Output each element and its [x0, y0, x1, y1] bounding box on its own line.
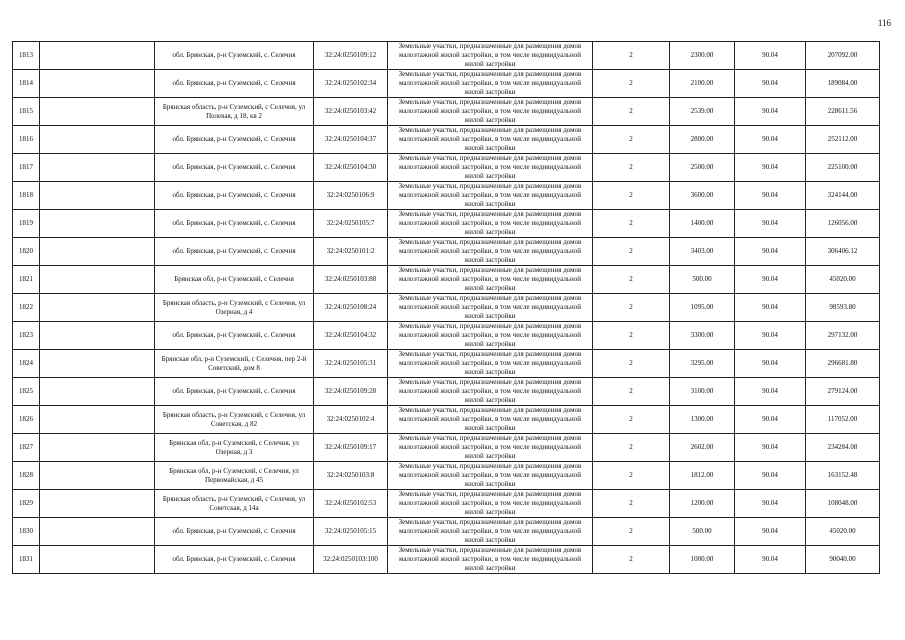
spacer-cell: [40, 462, 155, 490]
land-use-cell: Земельные участки, предназначенные для размещения домов малоэтажной жилой застройки, в том числе индивидуальной жилой застройки: [388, 406, 593, 434]
area-cell: 3295.00: [670, 350, 735, 378]
cadastral-value-cell: 98593.80: [806, 294, 880, 322]
group-cell: 2: [593, 182, 670, 210]
address-cell: обл. Брянская, р-н Суземский, с. Селечня: [155, 42, 314, 70]
row-number-cell: 1818: [13, 182, 40, 210]
land-use-cell: Земельные участки, предназначенные для размещения домов малоэтажной жилой застройки, в том числе индивидуальной жилой застройки: [388, 294, 593, 322]
area-cell: 2539.00: [670, 98, 735, 126]
group-cell: 2: [593, 210, 670, 238]
cadastral-value-cell: 207092.00: [806, 42, 880, 70]
spacer-cell: [40, 70, 155, 98]
area-cell: 500.00: [670, 518, 735, 546]
rate-cell: 90.04: [735, 154, 806, 182]
area-cell: 3100.00: [670, 378, 735, 406]
cadastral-number-cell: 32:24:0250101:2: [314, 238, 388, 266]
row-number-cell: 1827: [13, 434, 40, 462]
land-use-cell: Земельные участки, предназначенные для размещения домов малоэтажной жилой застройки, в том числе индивидуальной жилой застройки: [388, 462, 593, 490]
land-use-cell: Земельные участки, предназначенные для размещения домов малоэтажной жилой застройки, в том числе индивидуальной жилой застройки: [388, 210, 593, 238]
group-cell: 2: [593, 266, 670, 294]
row-number-cell: 1826: [13, 406, 40, 434]
cadastral-number-cell: 32:24:0250105:7: [314, 210, 388, 238]
rate-cell: 90.04: [735, 406, 806, 434]
row-number-cell: 1817: [13, 154, 40, 182]
address-cell: обл. Брянская, р-н Суземский, с. Селечня: [155, 238, 314, 266]
row-number-cell: 1830: [13, 518, 40, 546]
row-number-cell: 1828: [13, 462, 40, 490]
group-cell: 2: [593, 546, 670, 574]
group-cell: 2: [593, 350, 670, 378]
land-use-cell: Земельные участки, предназначенные для размещения домов малоэтажной жилой застройки, в том числе индивидуальной жилой застройки: [388, 126, 593, 154]
table-row: [13, 154, 880, 182]
cadastral-value-cell: 189084.00: [806, 70, 880, 98]
area-cell: 2300.00: [670, 42, 735, 70]
table-row: [13, 70, 880, 98]
table-row: [13, 210, 880, 238]
land-use-cell: Земельные участки, предназначенные для размещения домов малоэтажной жилой застройки, в том числе индивидуальной жилой застройки: [388, 350, 593, 378]
table-row: [13, 434, 880, 462]
cadastral-value-cell: 45020.00: [806, 266, 880, 294]
cadastral-number-cell: 32:24:0250104:37: [314, 126, 388, 154]
rate-cell: 90.04: [735, 70, 806, 98]
cadastral-number-cell: 32:24:0250103:88: [314, 266, 388, 294]
cadastral-value-cell: 45020.00: [806, 518, 880, 546]
spacer-cell: [40, 126, 155, 154]
rate-cell: 90.04: [735, 266, 806, 294]
rate-cell: 90.04: [735, 350, 806, 378]
group-cell: 2: [593, 378, 670, 406]
area-cell: 2500.00: [670, 154, 735, 182]
cadastral-value-cell: 117052.00: [806, 406, 880, 434]
area-cell: 1300.00: [670, 406, 735, 434]
area-cell: 2100.00: [670, 70, 735, 98]
group-cell: 2: [593, 518, 670, 546]
group-cell: 2: [593, 98, 670, 126]
rate-cell: 90.04: [735, 462, 806, 490]
land-use-cell: Земельные участки, предназначенные для размещения домов малоэтажной жилой застройки, в том числе индивидуальной жилой застройки: [388, 70, 593, 98]
land-use-cell: Земельные участки, предназначенные для размещения домов малоэтажной жилой застройки, в том числе индивидуальной жилой застройки: [388, 266, 593, 294]
land-use-cell: Земельные участки, предназначенные для размещения домов малоэтажной жилой застройки, в том числе индивидуальной жилой застройки: [388, 154, 593, 182]
land-use-cell: Земельные участки, предназначенные для размещения домов малоэтажной жилой застройки, в том числе индивидуальной жилой застройки: [388, 434, 593, 462]
row-number-cell: 1823: [13, 322, 40, 350]
table-row: [13, 546, 880, 574]
row-number-cell: 1814: [13, 70, 40, 98]
land-use-cell: Земельные участки, предназначенные для размещения домов малоэтажной жилой застройки, в том числе индивидуальной жилой застройки: [388, 98, 593, 126]
address-cell: Брянская область, р-н Суземский, с Селечня, ул Полевая, д 18, кв 2: [155, 98, 314, 126]
spacer-cell: [40, 266, 155, 294]
cadastral-number-cell: 32:24:0250103:42: [314, 98, 388, 126]
address-cell: Брянская обл, р-н Суземский, с Селечня, ул Первомайская, д 45: [155, 462, 314, 490]
row-number-cell: 1829: [13, 490, 40, 518]
spacer-cell: [40, 378, 155, 406]
address-cell: обл. Брянская, р-н Суземский, с. Селечня: [155, 210, 314, 238]
area-cell: 3403.00: [670, 238, 735, 266]
row-number-cell: 1821: [13, 266, 40, 294]
cadastral-number-cell: 32:24:0250102:53: [314, 490, 388, 518]
cadastral-value-cell: 252112.00: [806, 126, 880, 154]
rate-cell: 90.04: [735, 378, 806, 406]
rate-cell: 90.04: [735, 546, 806, 574]
rate-cell: 90.04: [735, 98, 806, 126]
row-number-cell: 1824: [13, 350, 40, 378]
row-number-cell: 1820: [13, 238, 40, 266]
cadastral-number-cell: 32:24:0250108:24: [314, 294, 388, 322]
rate-cell: 90.04: [735, 322, 806, 350]
cadastral-number-cell: 32:24:0250109:17: [314, 434, 388, 462]
row-number-cell: 1825: [13, 378, 40, 406]
cadastral-value-cell: 228611.56: [806, 98, 880, 126]
table-row: [13, 42, 880, 70]
cadastral-value-cell: 225100.00: [806, 154, 880, 182]
rate-cell: 90.04: [735, 42, 806, 70]
table-row: [13, 462, 880, 490]
cadastral-value-cell: 296681.80: [806, 350, 880, 378]
cadastral-number-cell: 32:24:0250103:100: [314, 546, 388, 574]
group-cell: 2: [593, 42, 670, 70]
address-cell: обл. Брянская, р-н Суземский, с. Селечня: [155, 126, 314, 154]
address-cell: Брянская обл, р-н Суземский, с Селечня, пер 2-й Советский, дом 8: [155, 350, 314, 378]
rate-cell: 90.04: [735, 210, 806, 238]
table-row: [13, 182, 880, 210]
table-row: [13, 266, 880, 294]
land-use-cell: Земельные участки, предназначенные для размещения домов малоэтажной жилой застройки, в том числе индивидуальной жилой застройки: [388, 322, 593, 350]
land-use-cell: Земельные участки, предназначенные для размещения домов малоэтажной жилой застройки, в том числе индивидуальной жилой застройки: [388, 238, 593, 266]
cadastral-value-cell: 163152.48: [806, 462, 880, 490]
land-use-cell: Земельные участки, предназначенные для размещения домов малоэтажной жилой застройки, в том числе индивидуальной жилой застройки: [388, 490, 593, 518]
row-number-cell: 1822: [13, 294, 40, 322]
group-cell: 2: [593, 70, 670, 98]
spacer-cell: [40, 210, 155, 238]
spacer-cell: [40, 98, 155, 126]
rate-cell: 90.04: [735, 238, 806, 266]
cadastral-number-cell: 32:24:0250104:30: [314, 154, 388, 182]
rate-cell: 90.04: [735, 182, 806, 210]
table-row: [13, 126, 880, 154]
address-cell: обл. Брянская, р-н Суземский, с. Селечня: [155, 182, 314, 210]
land-use-cell: Земельные участки, предназначенные для размещения домов малоэтажной жилой застройки, в том числе индивидуальной жилой застройки: [388, 518, 593, 546]
spacer-cell: [40, 154, 155, 182]
group-cell: 2: [593, 490, 670, 518]
cadastral-value-cell: 126056.00: [806, 210, 880, 238]
area-cell: 1400.00: [670, 210, 735, 238]
table-row: [13, 490, 880, 518]
group-cell: 2: [593, 238, 670, 266]
land-use-cell: Земельные участки, предназначенные для размещения домов малоэтажной жилой застройки, в том числе индивидуальной жилой застройки: [388, 42, 593, 70]
row-number-cell: 1816: [13, 126, 40, 154]
group-cell: 2: [593, 294, 670, 322]
table-row: [13, 350, 880, 378]
cadastral-value-cell: 90040.00: [806, 546, 880, 574]
rate-cell: 90.04: [735, 490, 806, 518]
spacer-cell: [40, 238, 155, 266]
area-cell: 1812.00: [670, 462, 735, 490]
spacer-cell: [40, 322, 155, 350]
group-cell: 2: [593, 462, 670, 490]
rate-cell: 90.04: [735, 294, 806, 322]
group-cell: 2: [593, 126, 670, 154]
area-cell: 3300.00: [670, 322, 735, 350]
address-cell: обл. Брянская, р-н Суземский, с. Селечня: [155, 378, 314, 406]
area-cell: 2800.00: [670, 126, 735, 154]
spacer-cell: [40, 434, 155, 462]
table-body: [13, 42, 880, 574]
area-cell: 2602.00: [670, 434, 735, 462]
address-cell: Брянская область, р-н Суземский, с Селечня, ул Советская, д 14а: [155, 490, 314, 518]
address-cell: обл. Брянская, р-н Суземский, с. Селечня: [155, 322, 314, 350]
area-cell: 1000.00: [670, 546, 735, 574]
spacer-cell: [40, 406, 155, 434]
cadastral-number-cell: 32:24:0250105:31: [314, 350, 388, 378]
group-cell: 2: [593, 434, 670, 462]
cadastral-value-cell: 324144.00: [806, 182, 880, 210]
area-cell: 3600.00: [670, 182, 735, 210]
area-cell: 1095.00: [670, 294, 735, 322]
address-cell: обл. Брянская, р-н Суземский, с. Селечня: [155, 518, 314, 546]
area-cell: 1200.00: [670, 490, 735, 518]
cadastral-value-cell: 108048.00: [806, 490, 880, 518]
table-row: [13, 518, 880, 546]
address-cell: Брянская область, р-н Суземский, с Селечня, ул Озерная, д 4: [155, 294, 314, 322]
area-cell: 500.00: [670, 266, 735, 294]
table-row: [13, 322, 880, 350]
row-number-cell: 1819: [13, 210, 40, 238]
row-number-cell: 1813: [13, 42, 40, 70]
spacer-cell: [40, 546, 155, 574]
land-plot-table: [12, 41, 880, 574]
cadastral-number-cell: 32:24:0250102:34: [314, 70, 388, 98]
rate-cell: 90.04: [735, 126, 806, 154]
address-cell: обл. Брянская, р-н Суземский, с. Селечня: [155, 154, 314, 182]
rate-cell: 90.04: [735, 518, 806, 546]
cadastral-number-cell: 32:24:0250109:28: [314, 378, 388, 406]
spacer-cell: [40, 518, 155, 546]
row-number-cell: 1815: [13, 98, 40, 126]
table-row: [13, 98, 880, 126]
land-use-cell: Земельные участки, предназначенные для размещения домов малоэтажной жилой застройки, в том числе индивидуальной жилой застройки: [388, 546, 593, 574]
spacer-cell: [40, 294, 155, 322]
table-row: [13, 294, 880, 322]
address-cell: обл. Брянская, р-н Суземский, с. Селечня: [155, 70, 314, 98]
cadastral-value-cell: 234284.08: [806, 434, 880, 462]
spacer-cell: [40, 350, 155, 378]
rate-cell: 90.04: [735, 434, 806, 462]
spacer-cell: [40, 490, 155, 518]
table-row: [13, 238, 880, 266]
cadastral-number-cell: 32:24:0250103:8: [314, 462, 388, 490]
cadastral-number-cell: 32:24:0250105:15: [314, 518, 388, 546]
page-number: 116: [877, 18, 891, 28]
cadastral-value-cell: 297132.00: [806, 322, 880, 350]
spacer-cell: [40, 182, 155, 210]
land-use-cell: Земельные участки, предназначенные для размещения домов малоэтажной жилой застройки, в том числе индивидуальной жилой застройки: [388, 378, 593, 406]
address-cell: Брянская область, р-н Суземский, с Селечня, ул Советская, д 82: [155, 406, 314, 434]
table-row: [13, 378, 880, 406]
land-use-cell: Земельные участки, предназначенные для размещения домов малоэтажной жилой застройки, в том числе индивидуальной жилой застройки: [388, 182, 593, 210]
row-number-cell: 1831: [13, 546, 40, 574]
table-row: [13, 406, 880, 434]
cadastral-value-cell: 306406.12: [806, 238, 880, 266]
spacer-cell: [40, 42, 155, 70]
address-cell: Брянская обл, р-н Суземский, с Селечня: [155, 266, 314, 294]
cadastral-number-cell: 32:24:0250104:32: [314, 322, 388, 350]
address-cell: обл. Брянская, р-н Суземский, с. Селечня: [155, 546, 314, 574]
cadastral-value-cell: 279124.00: [806, 378, 880, 406]
cadastral-number-cell: 32:24:0250106:9: [314, 182, 388, 210]
address-cell: Брянская обл, р-н Суземский, с Селечня, ул Озерная, д 3: [155, 434, 314, 462]
cadastral-number-cell: 32:24:0250102:4: [314, 406, 388, 434]
cadastral-number-cell: 32:24:0250109:12: [314, 42, 388, 70]
group-cell: 2: [593, 322, 670, 350]
group-cell: 2: [593, 154, 670, 182]
group-cell: 2: [593, 406, 670, 434]
